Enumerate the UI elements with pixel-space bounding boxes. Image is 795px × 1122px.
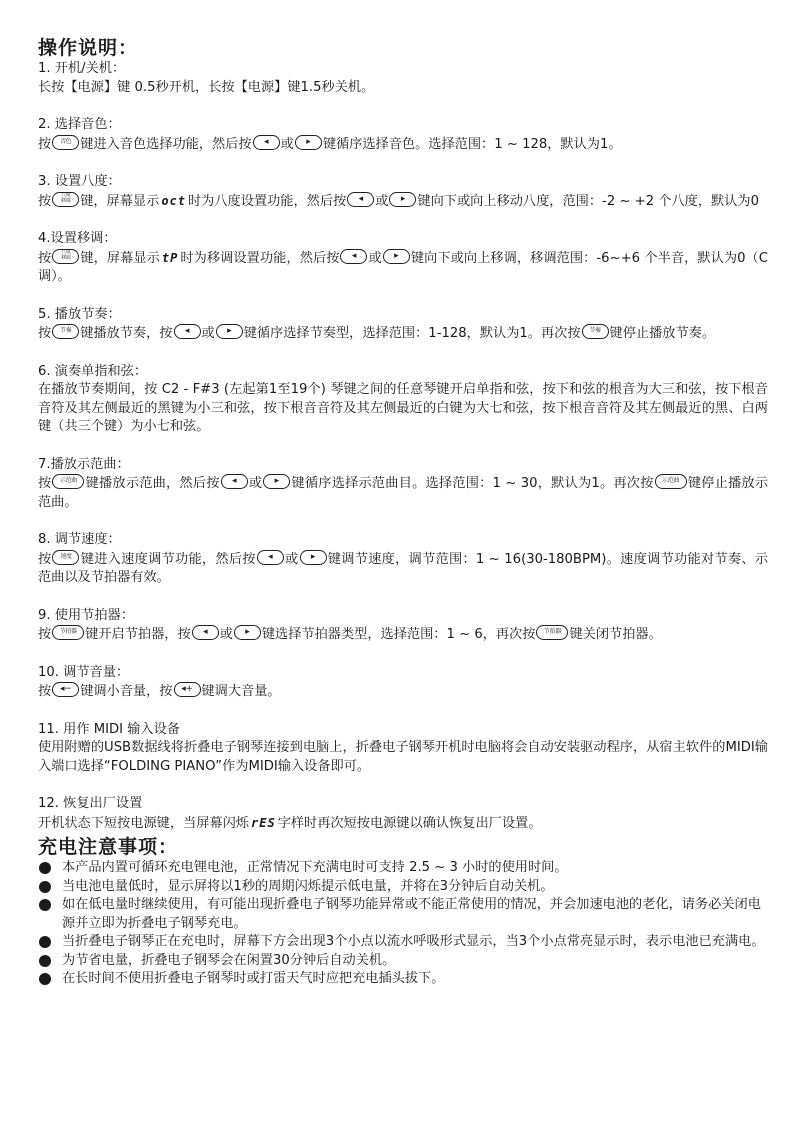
note-text: 在长时间不使用折叠电子钢琴时或打雷天气时应把充电插头拔下。 [62, 971, 445, 986]
lcd-res-text: rES [251, 815, 276, 830]
text: 或 [284, 551, 299, 567]
section-body: 在播放节奏期间，按 C2 - F#3 (左起第1至19个) 琴键之间的任意琴键开启单指和弦，按下和弦的根音为大三和弦，按下根音音符及其左侧最近的黑键为小三和弦，按下根音音符及其左侧最近的白键为大七和弦，按下根音音符及其左侧最近的黑、白两键（共三个键）为小七和弦。 [38, 382, 768, 434]
section-chord [38, 363, 768, 437]
note-text: 如在低电量时继续使用，有可能出现折叠电子钢琴功能异常或不能正常使用的情况，并会加速电池的老化，请务必关闭电源并立即为折叠电子钢琴充电。 [62, 897, 761, 931]
manual-page [38, 36, 768, 989]
bullet-icon [39, 862, 51, 874]
bullet-icon [39, 881, 51, 893]
lcd-oct-text: oct [161, 193, 186, 208]
section-body [38, 135, 768, 155]
text: 键播放示范曲，然后按 [85, 476, 220, 491]
text: 时为八度设置功能，然后按 [188, 193, 347, 209]
up-key-icon: ▸ [300, 550, 327, 565]
section-body [38, 625, 768, 645]
list-item [38, 896, 768, 933]
charging-notes-list [38, 859, 768, 989]
section-rhythm [38, 306, 768, 344]
text: 或 [368, 250, 382, 266]
demo-key-icon: 示范曲 [52, 474, 84, 489]
text: 按 [38, 627, 52, 642]
section-body [38, 550, 768, 588]
down-key-icon: ◂ [174, 324, 201, 339]
up-key-icon: ▸ [389, 192, 416, 207]
charging-title: 充电注意事项： [38, 836, 179, 858]
down-key-icon: ◂ [253, 135, 280, 150]
bullet-icon [39, 936, 51, 948]
text: 键，屏幕显示 [80, 193, 160, 209]
text: 按 [38, 250, 52, 266]
bullet-icon [39, 899, 51, 911]
section-factory-reset [38, 795, 768, 833]
volume-down-key-icon: ◂− [52, 682, 79, 697]
section-title: 3. 设置八度： [38, 174, 121, 189]
text: 键向下或向上移调，移调范围：-6~+6 个半音，默认为0（C调）。 [38, 250, 769, 284]
section-body: 使用附赠的USB数据线将折叠电子钢琴连接到电脑上，折叠电子钢琴开机时电脑将会自动安装驱动程序，从宿主软件的MIDI输入端口选择“FOLDING PIANO”作为MIDI输入设备即可。 [38, 740, 768, 774]
text: 字样时再次短按电源键以确认恢复出厂设置。 [277, 815, 542, 831]
text: 按 [38, 326, 52, 341]
key-label: 八度 [61, 249, 71, 255]
down-key-icon: ◂ [340, 249, 367, 264]
lcd-tp-text: tP [161, 250, 179, 265]
note-text: 当折叠电子钢琴正在充电时，屏幕下方会出现3个小点以流水呼吸形式显示，当3个小点常亮显示时，表示电池已充满电。 [62, 934, 765, 949]
list-item [38, 859, 768, 878]
text: 键播放节奏，按 [80, 326, 173, 341]
section-body [38, 682, 768, 702]
section-title: 9. 使用节拍器： [38, 607, 134, 623]
section-title: 1. 开机/关机： [38, 61, 126, 76]
section-title: 6. 演奏单指和弦： [38, 363, 148, 379]
text: 按 [38, 193, 52, 209]
text: 或 [201, 326, 215, 341]
down-key-icon: ◂ [347, 192, 374, 207]
text: 时为移调设置功能，然后按 [180, 250, 340, 266]
demo-key-icon: 示范曲 [655, 474, 687, 489]
key-label: 移调 [60, 197, 71, 204]
volume-up-key-icon: ◂+ [174, 682, 201, 697]
text: 键向下或向上移动八度，范围：-2 ~ +2 个八度，默认为0 [417, 193, 759, 209]
section-demo [38, 456, 768, 513]
voice-key-icon: 音色 [52, 135, 79, 150]
section-voice [38, 116, 768, 154]
text: 按 [38, 476, 52, 491]
text: 键循序选择音色。选择范围：1 ~ 128，默认为1。 [322, 136, 622, 152]
text: 键调大音量。 [201, 684, 281, 699]
tempo-key-icon: 速度 [52, 550, 79, 565]
section-transpose [38, 230, 768, 287]
operation-title: 操作说明： [38, 37, 139, 59]
list-item [38, 933, 768, 952]
list-item [38, 952, 768, 971]
text: 键开启节拍器，按 [85, 627, 191, 642]
section-tempo [38, 531, 768, 588]
note-text: 本产品内置可循环充电锂电池，正常情况下充满电时可支持 2.5 ~ 3 小时的使用时间。 [62, 860, 568, 875]
section-title: 10. 调节音量： [38, 664, 130, 680]
section-midi [38, 721, 768, 777]
section-metronome [38, 607, 768, 645]
text: 或 [219, 627, 233, 642]
section-title: 7.播放示范曲： [38, 456, 130, 472]
down-key-icon: ◂ [192, 625, 219, 640]
text: 键选择节拍器类型，选择范围：1 ~ 6，再次按 [261, 627, 536, 642]
text: 键循序选择节奏型，选择范围：1-128，默认为1。再次按 [243, 326, 581, 341]
metronome-key-icon: 节拍器 [536, 625, 568, 640]
octave-key-icon [52, 192, 79, 207]
text: 键停止播放示范曲。 [38, 476, 769, 510]
section-body: 长按【电源】键 0.5秒开机，长按【电源】键1.5秒关机。 [38, 79, 375, 95]
text: 键进入速度调节功能，然后按 [80, 551, 256, 567]
list-item [38, 970, 768, 989]
section-body [38, 324, 768, 344]
rhythm-key-icon: 节奏 [52, 324, 79, 339]
section-body [38, 814, 768, 834]
up-key-icon: ▸ [295, 135, 322, 150]
rhythm-key-icon: 节奏 [582, 324, 609, 339]
section-title: 8. 调节速度： [38, 532, 121, 547]
section-title: 2. 选择音色： [38, 117, 121, 132]
text: 或 [248, 476, 263, 491]
list-item [38, 878, 768, 897]
section-title: 4.设置移调： [38, 231, 117, 246]
up-key-icon: ▸ [383, 249, 410, 264]
text: 键停止播放节奏。 [609, 326, 716, 341]
text: 键进入音色选择功能，然后按 [80, 136, 252, 152]
bullet-icon [39, 955, 51, 967]
note-text: 当电池电量低时，显示屏将以1秒的周期闪烁提示低电量，并将在3分钟后自动关机。 [62, 878, 554, 894]
down-key-icon: ◂ [221, 474, 248, 489]
up-key-icon: ▸ [216, 324, 243, 339]
text: 按 [38, 136, 52, 152]
section-title: 5. 播放节奏： [38, 306, 121, 322]
text: 或 [375, 193, 389, 209]
section-body [38, 474, 768, 512]
section-body [38, 192, 768, 212]
section-power [38, 60, 768, 97]
text: 按 [38, 551, 52, 567]
text: 键调节速度，调节范围：1 ~ 16(30-180BPM)。速度调节功能对节奏、示范曲以及节拍器有效。 [38, 551, 769, 585]
up-key-icon: ▸ [234, 625, 261, 640]
key-label: 移调 [61, 254, 71, 261]
text: 键关闭节拍器。 [569, 627, 662, 642]
octave-key-icon [52, 249, 79, 264]
section-volume [38, 664, 768, 702]
metronome-key-icon: 节拍器 [52, 625, 84, 640]
note-text: 为节省电量，折叠电子钢琴会在闲置30分钟后自动关机。 [62, 952, 396, 968]
text: 按 [38, 684, 52, 699]
section-title: 11. 用作 MIDI 输入设备 [38, 721, 180, 737]
down-key-icon: ◂ [257, 550, 284, 565]
section-title: 12. 恢复出厂设置 [38, 796, 143, 811]
text: 键，屏幕显示 [80, 250, 160, 266]
text: 键调小音量，按 [80, 684, 173, 699]
key-label: 八度 [60, 192, 71, 198]
text: 键循序选择示范曲目。选择范围：1 ~ 30，默认为1。再次按 [291, 476, 654, 491]
text: 或 [280, 136, 294, 152]
bullet-icon [39, 973, 51, 985]
up-key-icon: ▸ [263, 474, 290, 489]
section-octave [38, 173, 768, 211]
section-body [38, 249, 768, 287]
text: 开机状态下短按电源键，当屏幕闪烁 [38, 815, 249, 831]
